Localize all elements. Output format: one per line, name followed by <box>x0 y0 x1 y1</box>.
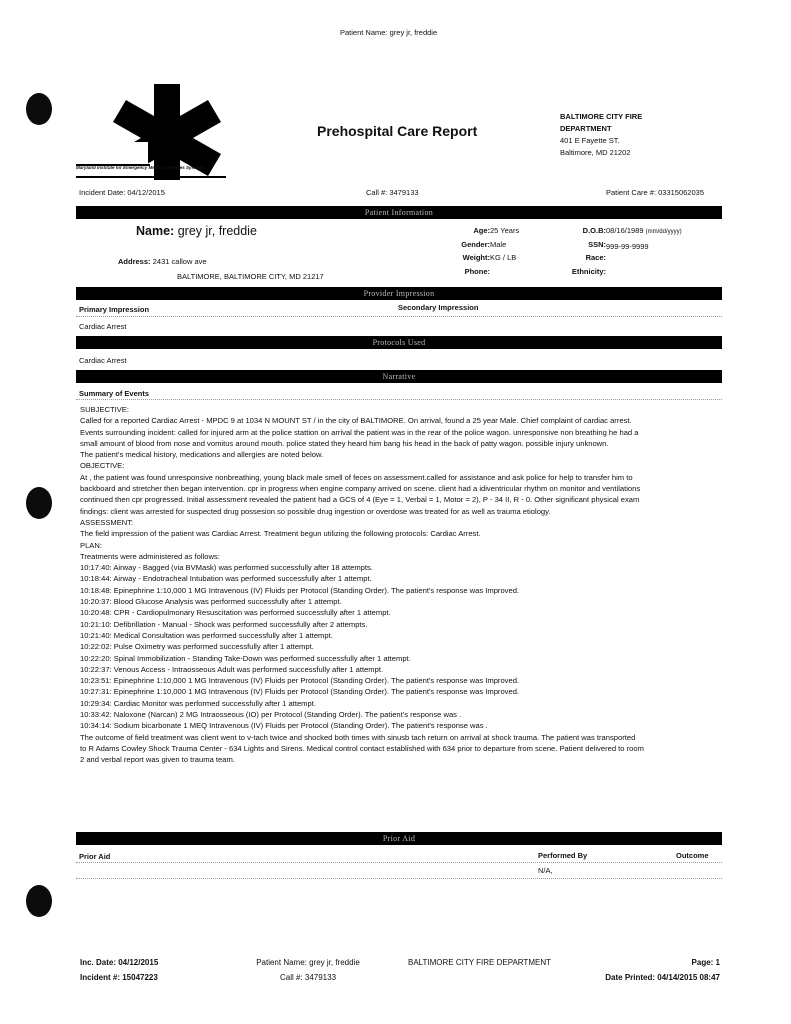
narrative-line: small amount of blood from nose and vomitus around mouth. police stated they heard him bang his head in the back of patty wagon. possible injury unknown. <box>80 438 609 448</box>
narrative-line: The patient's medical history, medications and allergies are noted below. <box>80 450 324 460</box>
ssn-label: SSN: <box>588 239 606 249</box>
narrative-line: 10:20:48: CPR - Cardiopulmonary Resuscitation was performed successfully after 1 attempt. <box>80 608 391 618</box>
department-block <box>560 111 642 159</box>
punch-hole-middle <box>26 487 52 519</box>
narrative-line: 10:22:02: Pulse Oximetry was performed successfully after 1 attempt. <box>80 642 314 652</box>
phone-label: Phone: <box>464 266 490 276</box>
primary-impression-label: Primary Impression <box>79 305 150 314</box>
address-line2: BALTIMORE, BALTIMORE CITY, MD 21217 <box>177 272 324 281</box>
patient-name-value: grey jr, freddie <box>177 224 257 238</box>
narrative-line: 10:21:10: Defibrillation - Manual - Shock was performed successfully after 2 attempts. <box>80 619 368 629</box>
narrative-line: to R Adams Cowley Shock Trauma Center - 634 Lights and Sirens. Medical control contact established with 634 prior to departure from scene. Patient delivered to room <box>80 743 644 753</box>
address-label: Address: <box>118 257 151 266</box>
patient-right-values <box>606 224 682 253</box>
footer-date-printed: Date Printed: 04/14/2015 08:47 <box>605 973 720 982</box>
performed-by-column-header: Performed By <box>538 851 588 860</box>
narrative-line: Treatments were administered as follows: <box>80 551 220 561</box>
patient-name-row <box>136 224 257 238</box>
department-name-line1: BALTIMORE CITY FIRE <box>560 112 643 121</box>
narrative-line: The outcome of field treatment was client went to v-tach twice and shocked both times with sinusb tach return on arrival at shock trauma. The patient was transported <box>80 732 636 742</box>
patient-mid-values <box>490 224 519 278</box>
department-address2: Baltimore, MD 21202 <box>560 148 631 157</box>
narrative-line: The field impression of the patient was Cardiac Arrest. Treatment begun utilizing the following protocols: Cardiac Arrest. <box>80 529 481 539</box>
narrative-line: 10:21:40: Medical Consultation was performed successfully after 1 attempt. <box>80 630 333 640</box>
weight-label: Weight: <box>462 253 490 262</box>
narrative-line: 10:17:40: Airway - Bagged (via BVMask) was performed successfully after 18 attempts. <box>80 563 373 573</box>
summary-of-events-label: Summary of Events <box>79 389 150 398</box>
age-value: 25 Years <box>490 226 520 235</box>
narrative-line: 2 and verbal report was given to trauma team. <box>80 755 235 765</box>
section-bar-provider-impression: Provider Impression <box>76 287 722 300</box>
narrative-line: SUBJECTIVE: <box>80 405 129 414</box>
department-name-line2: DEPARTMENT <box>560 124 612 133</box>
narrative-line: At , the patient was found unresponsive nonbreathing, young black male smell of feces on assessment.called for assistance and ask police for help to transfer him to <box>80 472 633 482</box>
footer-call-number: Call #: 3479133 <box>279 973 337 982</box>
gender-label: Gender: <box>461 239 490 249</box>
punch-hole-top <box>26 93 52 125</box>
narrative-line: Called for a reported Cardiac Arrest - MPDC 9 at 1034 N MOUNT ST / in the city of BALTIMORE. On arrival, found a 25 year Male. Chief complaint of cardiac arrest. <box>80 416 632 426</box>
footer-patient-name: Patient Name: grey jr, freddie <box>256 958 360 967</box>
ssn-value: 999-99-9999 <box>606 241 649 251</box>
section-bar-patient-information: Patient Information <box>76 206 722 219</box>
incident-date: Incident Date: 04/12/2015 <box>79 188 165 197</box>
age-label: Age: <box>473 226 490 235</box>
section-bar-narrative: Narrative <box>76 370 722 383</box>
outcome-column-header: Outcome <box>676 851 709 860</box>
dob-value: 08/16/1989 <box>606 226 644 235</box>
footer-incident-number: Incident #: 15047223 <box>80 973 158 982</box>
dob-format: (mm/dd/yyyy) <box>645 229 682 235</box>
narrative-line: Events surrounding incident: called for injured arm at the police stattion on arrival the patient was in the rear of the police wagon. unresponsive non breathing he had a <box>80 427 639 437</box>
protocol-value: Cardiac Arrest <box>79 356 127 365</box>
narrative-line: 10:34:14: Sodium bicarbonate 1 MEQ Intravenous (IV) Fluids per Protocol (Standing Order). The patient's response was . <box>80 721 488 731</box>
ethnicity-label: Ethnicity: <box>571 266 606 276</box>
punch-hole-bottom <box>26 885 52 917</box>
performed-by-value: N/A, <box>538 866 553 875</box>
address-line1: 2431 callow ave <box>152 257 207 266</box>
report-title: Prehospital Care Report <box>317 123 478 139</box>
narrative-line: backboard and stretcher then began intervention. cpr in progress when engine company arrived on scene. client had a idiventricular rhythm on monitor and ventilations <box>80 484 641 494</box>
patient-care-number: Patient Care #: 03315062035 <box>606 188 704 197</box>
narrative-line: ASSESSMENT: <box>80 517 134 527</box>
narrative-line: 10:18:48: Epinephrine 1:10,000 1 MG Intravenous (IV) Fluids per Protocol (Standing Order). The patient's response was Improved. <box>80 585 520 595</box>
dob-label: D.O.B: <box>582 226 606 235</box>
narrative-line: 10:22:20: Spinal Immobilization - Standing Take-Down was performed successfully after 1 attempt. <box>80 653 411 663</box>
patient-name-label: Name: <box>136 224 175 238</box>
section-bar-prior-aid: Prior Aid <box>76 832 722 845</box>
narrative-line: continued then cpr progressed. Initial assessment revealed the patient had a GCS of 4 (Eye = 1, Verbal = 1, Motor = 2), P - 34 II, R - 0. Other significant physical exam <box>80 495 640 505</box>
department-address1: 401 E Fayette ST. <box>560 136 620 145</box>
footer-department: BALTIMORE CITY FIRE DEPARTMENT <box>408 958 551 967</box>
logo-org-text: Maryland Institute for Emergency Medical Services Systems <box>76 165 205 170</box>
top-patient-name: Patient Name: grey jr, freddie <box>340 28 438 37</box>
narrative-line: 10:22:37: Venous Access - Intraosseous Adult was performed successfully after 1 attempt. <box>80 664 384 674</box>
patient-right-labels <box>560 224 606 278</box>
narrative-line: 10:27:31: Epinephrine 1:10,000 1 MG Intravenous (IV) Fluids per Protocol (Standing Order). The patient's response was Improved. <box>80 687 520 697</box>
patient-mid-labels <box>410 224 490 278</box>
footer-page: Page: 1 <box>691 958 720 967</box>
narrative-text <box>80 404 720 766</box>
secondary-impression-label: Secondary Impression <box>398 303 479 312</box>
call-number: Call #: 3479133 <box>366 188 419 197</box>
prior-aid-column-header: Prior Aid <box>79 852 111 861</box>
narrative-line: 10:20:37: Blood Glucose Analysis was performed successfully after 1 attempt. <box>80 597 342 607</box>
narrative-line: findings: client was arrested for suspected drug possesion so possible drug ingestion or overdose was treated for as well as trauma etiology. <box>80 506 551 516</box>
narrative-line: OBJECTIVE: <box>80 461 125 471</box>
weight-value: KG / LB <box>490 253 517 262</box>
gender-value: Male <box>490 239 507 249</box>
footer-inc-date: Inc. Date: 04/12/2015 <box>80 958 159 967</box>
narrative-line: PLAN: <box>80 540 102 550</box>
section-bar-protocols-used: Protocols Used <box>76 336 722 349</box>
narrative-line: 10:33:42: Naloxone (Narcan) 2 MG Intraosseous (IO) per Protocol (Standing Order). The patient's response was . <box>80 710 462 720</box>
narrative-line: 10:23:51: Epinephrine 1:10,000 1 MG Intravenous (IV) Fluids per Protocol (Standing Order). The patient's response was Improved. <box>80 676 520 686</box>
primary-impression-value: Cardiac Arrest <box>79 322 127 331</box>
narrative-line: 10:18:44: Airway - Endotracheal Intubation was performed successfully after 1 attempt. <box>80 574 372 584</box>
narrative-line: 10:29:34: Cardiac Monitor was performed successfully after 1 attempt. <box>80 698 316 708</box>
address-row <box>118 254 324 284</box>
race-label: Race: <box>585 253 606 262</box>
